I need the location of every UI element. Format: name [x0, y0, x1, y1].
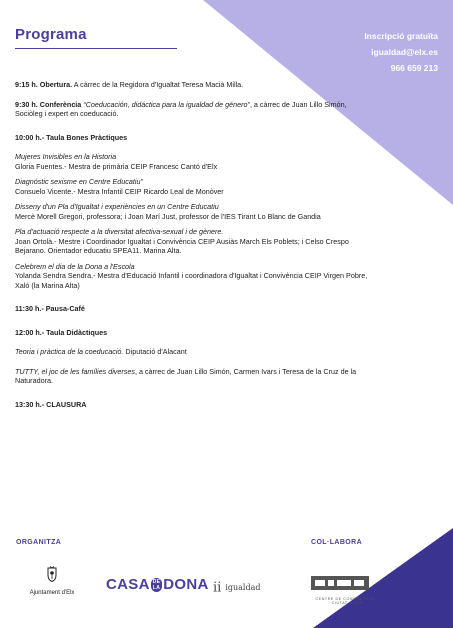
organizers-label: ORGANITZA	[16, 539, 62, 546]
didactic-item: TUTTY, el joc de les famílies diverses, a càrrec de Juan Lillo Simón, Carmen Ivars i Teresa de la Cruz de la Naturadora.	[15, 366, 357, 385]
practice-speaker: Mercè Morell Gregori, professora; i Joan Marí Just, professor de l'IES Tirant Lo Blanc de Gandia	[15, 211, 321, 221]
practice-title: Diagnóstic sexisme en Centre Educatiu”	[15, 177, 143, 186]
break-item: 11:30 h.- Pausa-Café	[15, 304, 85, 313]
igualdad-mark-icon: ı̇ı̇	[213, 580, 222, 596]
closing-item: 13:30 h.- CLAUSURA	[15, 399, 87, 409]
contact-email[interactable]: igualdad@elx.es	[371, 47, 438, 57]
program-list	[15, 80, 375, 409]
opening-item: 9:15 h. Obertura. A càrrec de la Regidora d'Igualtat Teresa Macià Milla.	[15, 80, 244, 89]
practice-speaker: Consuelo Vicente.- Mestra Infantil CEIP Ricardo Leal de Monòver	[15, 186, 224, 196]
practice-title: Mujeres Invisibles en la Historia	[15, 152, 117, 161]
igualdad-logo: ı̇ı̇ igualdad	[213, 580, 261, 596]
ajuntament-elx-logo: Ajuntament d'Elx	[22, 566, 82, 596]
practice-title: Disseny d'un Pla d'Igualtat i experiències en un Centre Educatiu	[15, 202, 219, 211]
congress-centre-mark-icon	[311, 576, 369, 590]
casa-de-la-dona-logo: CASA DE LA DONA	[106, 576, 209, 593]
conference-item: 9:30 h. Conferència “Coeducación, didáctica para la igualdad de género”, a càrrec de Juan Lillo Simón, Sociòleg i expert en coeducació.	[15, 99, 347, 118]
title-underline	[15, 48, 177, 49]
session-heading-practices: 10:00 h.- Taula Bones Pràctiques	[15, 132, 128, 142]
practice-speaker: Yolanda Sendra Sendra.- Mestra d'Educació Infantil i coordinadora d'Igualtat i Convivència CEIP Virgen Pobre, Xaló (la Marina Alta)	[15, 271, 368, 290]
practice-title: Celebrem el dia de la Dona a l'Escola	[15, 261, 135, 271]
collaborators-label: COL·LABORA	[311, 539, 363, 546]
didactic-item: Teoria i pràctica de la coeducació. Diputació d'Alacant	[15, 347, 187, 356]
centre-congressos-logo: CENTRE DE CONGRESSOS · CIUTAT D'ELX	[311, 576, 383, 605]
practice-title: Pla d'actuació respecte a la diversitat afectiva-sexual i de gènere.	[15, 227, 224, 236]
practice-speaker: Gloria Fuentes.- Mestra de primària CEIP Francesc Cantó d'Elx	[15, 161, 218, 171]
practice-speaker: Joan Ortolà.- Mestre i Coordinador Igualtat i Convivència CEIP Ausiàs March Els Poblets; i Celso Crespo Bejarano. Orientador educatiu SPEA11. Marina Alta.	[15, 236, 349, 255]
registration-label: Inscripció gratuïta	[364, 31, 438, 41]
session-heading-didactic: 12:00 h.- Taula Didàctiques	[15, 327, 108, 337]
coat-of-arms-icon	[45, 566, 59, 582]
contact-block	[364, 28, 438, 76]
contact-phone[interactable]: 966 659 213	[390, 63, 438, 73]
page-title: Programa	[15, 26, 87, 43]
